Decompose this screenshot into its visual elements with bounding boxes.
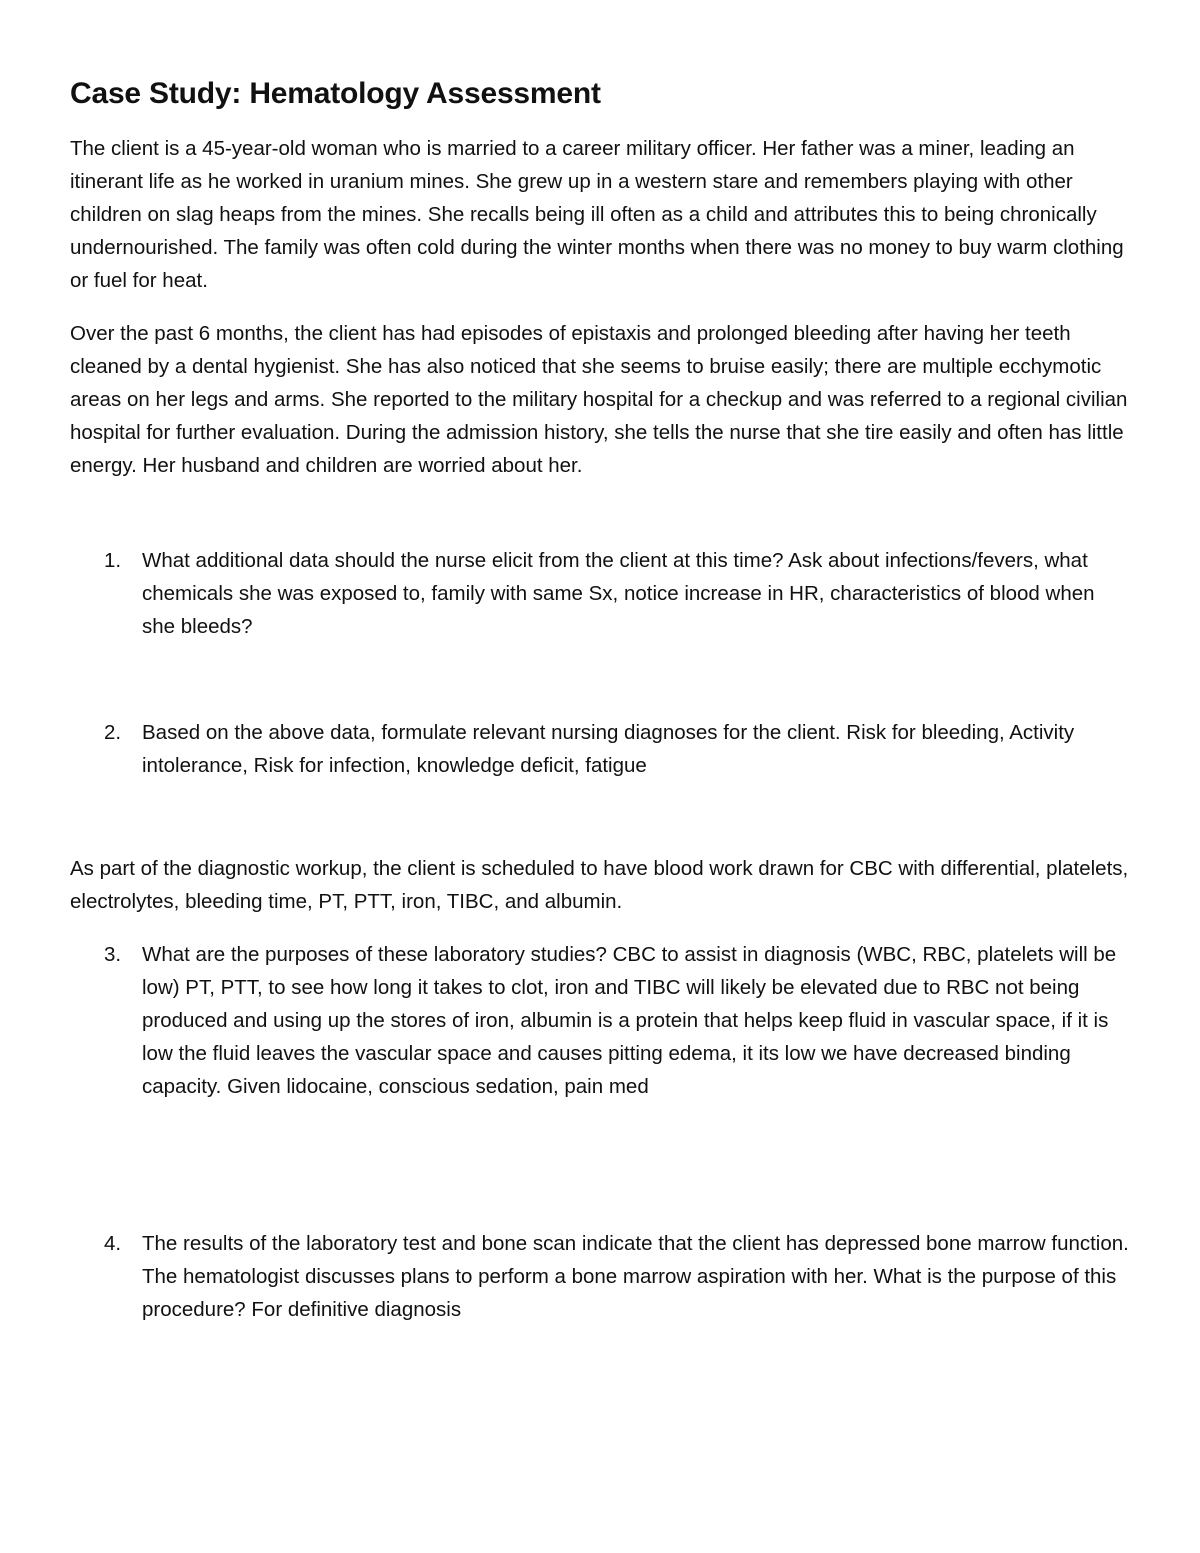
document-page bbox=[70, 74, 1132, 1326]
question-number: 2. bbox=[104, 721, 122, 744]
question-number: 1. bbox=[104, 549, 122, 572]
case-paragraph-background: The client is a 45-year-old woman who is married to a career military officer. Her father was a miner, leading an itinerant life as he worked in uranium mines. She grew up in a western stare and remembers playing with other children on slag heaps from the mines. She recalls being ill often as a child and attributes this to being chronically undernourished. The family was often cold during the winter months when there was no money to buy warm clothing or fuel for heat. bbox=[70, 137, 1124, 292]
question-item bbox=[70, 544, 1132, 643]
question-item bbox=[70, 716, 1132, 782]
question-number: 4. bbox=[104, 1232, 122, 1255]
question-number: 3. bbox=[104, 943, 122, 966]
question-item bbox=[70, 1227, 1132, 1326]
question-list-b bbox=[70, 938, 1132, 1326]
question-text: What additional data should the nurse elicit from the client at this time? Ask about infections/fevers, what chemicals she was exposed to, family with same Sx, notice increase in HR, characteristics of blood when she bleeds? bbox=[142, 549, 1095, 638]
question-item bbox=[70, 938, 1132, 1103]
question-text: Based on the above data, formulate relevant nursing diagnoses for the client. Risk for bleeding, Activity intolerance, Risk for infection, knowledge deficit, fatigue bbox=[142, 721, 1075, 777]
case-paragraph-workup: As part of the diagnostic workup, the client is scheduled to have blood work drawn for CBC with differential, platelets, electrolytes, bleeding time, PT, PTT, iron, TIBC, and albumin. bbox=[70, 857, 1129, 913]
document-title: Case Study: Hematology Assessment bbox=[70, 77, 601, 110]
question-text: The results of the laboratory test and bone scan indicate that the client has depressed bone marrow function. The hematologist discusses plans to perform a bone marrow aspiration with her. What is the purpose of this procedure? For definitive diagnosis bbox=[142, 1232, 1129, 1321]
case-paragraph-symptoms: Over the past 6 months, the client has had episodes of epistaxis and prolonged bleeding after having her teeth cleaned by a dental hygienist. She has also noticed that she seems to bruise easily; there are multiple ecchymotic areas on her legs and arms. She reported to the military hospital for a checkup and was referred to a regional civilian hospital for further evaluation. During the admission history, she tells the nurse that she tire easily and often has little energy. Her husband and children are worried about her. bbox=[70, 322, 1128, 477]
question-text: What are the purposes of these laboratory studies? CBC to assist in diagnosis (WBC, RBC, platelets will be low) PT, PTT, to see how long it takes to clot, iron and TIBC will likely be elevated due to RBC not being produced and using up the stores of iron, albumin is a protein that helps keep fluid in vascular space, if it is low the fluid leaves the vascular space and causes pitting edema, it its low we have decreased binding capacity. Given lidocaine, conscious sedation, pain med bbox=[142, 943, 1117, 1098]
question-list-a bbox=[70, 544, 1132, 782]
